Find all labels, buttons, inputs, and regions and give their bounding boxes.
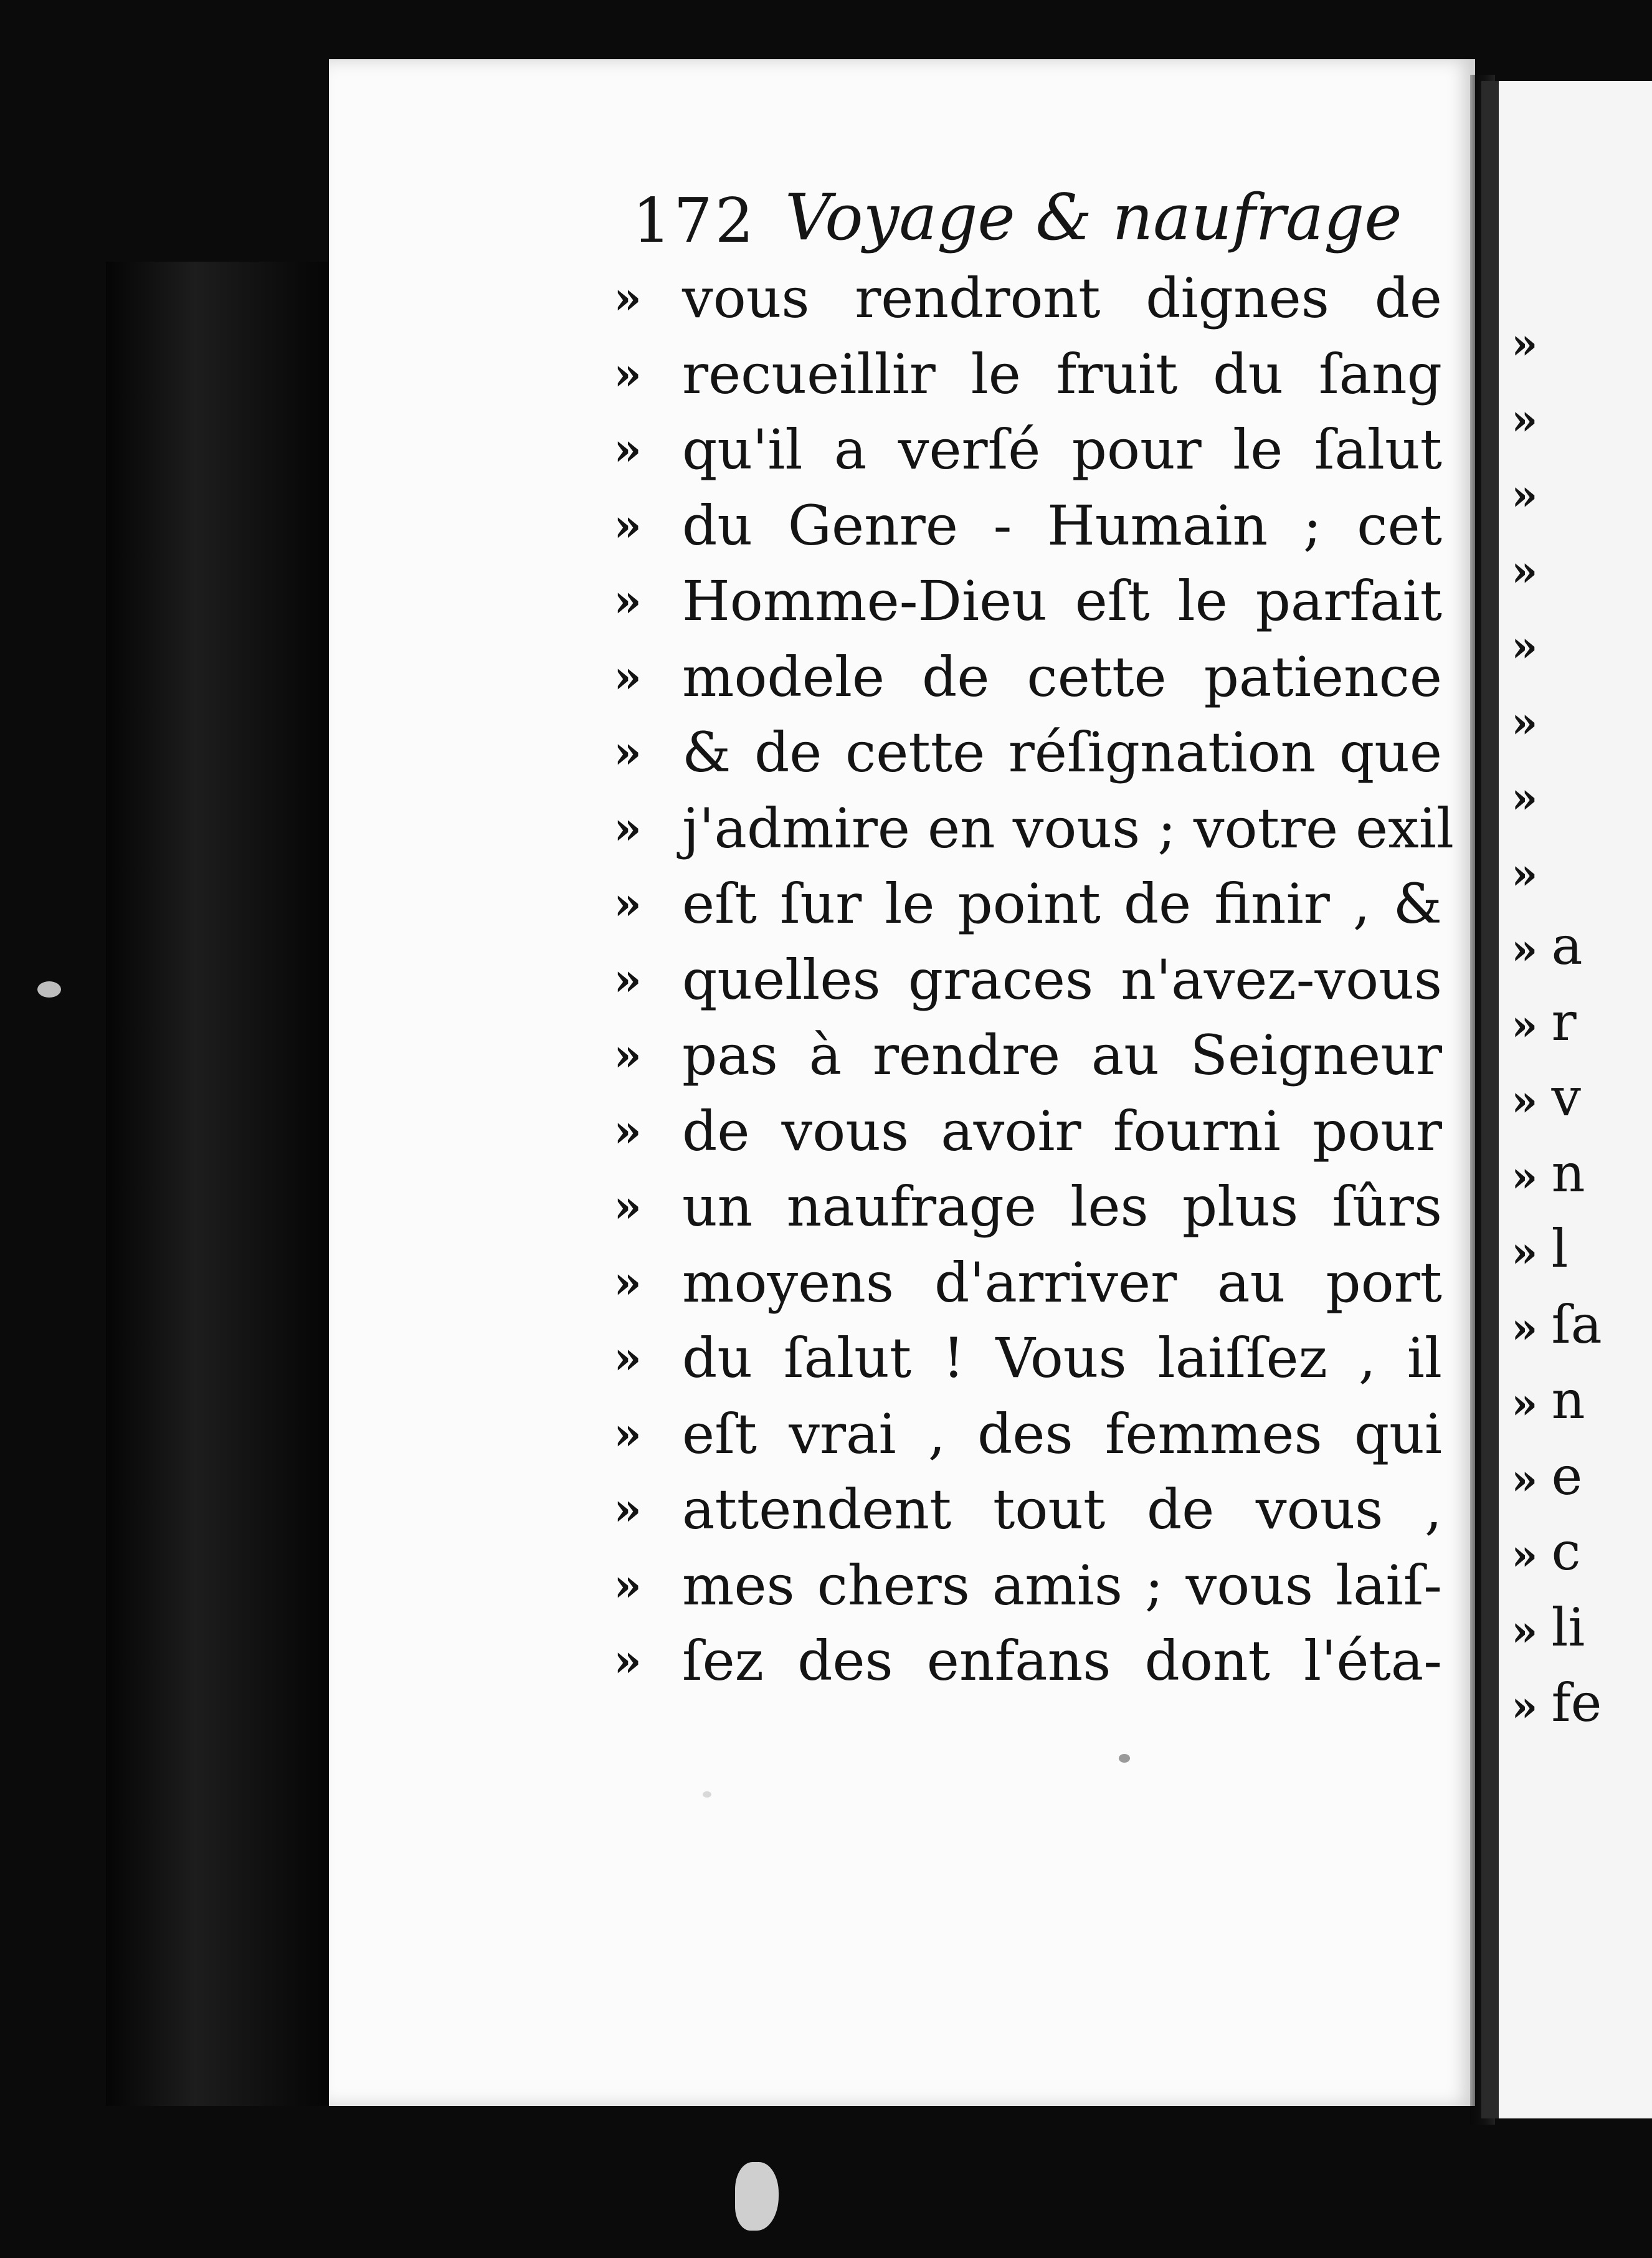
text-line bbox=[614, 343, 1448, 419]
quote-mark: » bbox=[614, 1028, 642, 1081]
line-text: du ſalut ! Vous laiſſez , il bbox=[682, 1326, 1442, 1390]
quote-mark: » bbox=[614, 1406, 642, 1460]
quote-mark: » bbox=[1511, 1000, 1538, 1050]
quote-mark: » bbox=[1511, 1227, 1538, 1277]
paper-speck bbox=[37, 981, 61, 998]
line-text: recueillir le fruit du ſang bbox=[682, 341, 1442, 406]
quote-mark: » bbox=[614, 801, 642, 854]
quote-mark: » bbox=[614, 1255, 642, 1308]
facing-line-text: e bbox=[1551, 1445, 1583, 1507]
facing-line bbox=[1511, 1143, 1652, 1219]
facing-line bbox=[1511, 992, 1652, 1068]
text-line bbox=[614, 1251, 1448, 1327]
facing-line bbox=[1511, 1370, 1652, 1446]
quote-mark: » bbox=[1511, 1379, 1538, 1429]
line-text: attendent tout de vous , bbox=[682, 1477, 1442, 1541]
quote-mark: » bbox=[1511, 1151, 1538, 1202]
text-line bbox=[614, 796, 1455, 873]
facing-line-text: ſa bbox=[1551, 1293, 1602, 1355]
line-text: pas à rendre au Seigneur bbox=[682, 1023, 1442, 1087]
text-line bbox=[614, 645, 1448, 722]
quote-mark: » bbox=[1511, 1303, 1538, 1353]
facing-line bbox=[1511, 1219, 1652, 1295]
quote-mark: » bbox=[1511, 1454, 1538, 1505]
facing-line-text: r bbox=[1551, 991, 1577, 1052]
facing-line-text: c bbox=[1551, 1521, 1581, 1582]
quote-mark: » bbox=[614, 498, 642, 551]
text-line bbox=[614, 948, 1448, 1024]
line-text: ſez des enfans dont l'éta- bbox=[682, 1629, 1442, 1693]
facing-line-text: l bbox=[1551, 1218, 1569, 1279]
facing-line bbox=[1511, 689, 1652, 765]
quote-mark: » bbox=[614, 271, 642, 324]
facing-line bbox=[1511, 386, 1652, 462]
text-line bbox=[614, 1100, 1448, 1176]
quote-mark: » bbox=[1511, 1606, 1538, 1656]
quote-mark: » bbox=[614, 1331, 642, 1384]
line-text: du Genre - Humain ; cet bbox=[682, 493, 1442, 558]
quote-mark: » bbox=[614, 649, 642, 703]
paper-speck bbox=[703, 1791, 711, 1798]
facing-line-text: li bbox=[1551, 1596, 1585, 1658]
quote-mark: » bbox=[614, 1482, 642, 1535]
text-line bbox=[614, 418, 1448, 494]
right-page bbox=[1481, 81, 1652, 2118]
quote-mark: » bbox=[614, 877, 642, 930]
line-text: quelles graces n'avez-vous bbox=[682, 947, 1442, 1012]
paper-speck bbox=[1119, 1754, 1130, 1763]
quote-mark: » bbox=[1511, 622, 1538, 672]
line-text: modele de cette patience bbox=[682, 644, 1442, 709]
body-text bbox=[614, 266, 1455, 1705]
quote-mark: » bbox=[1511, 1076, 1538, 1126]
quote-mark: » bbox=[1511, 394, 1538, 445]
quote-mark: » bbox=[1511, 319, 1538, 369]
facing-line bbox=[1511, 538, 1652, 614]
text-line bbox=[614, 721, 1448, 797]
facing-page-margin-text bbox=[1511, 310, 1652, 1749]
running-head bbox=[632, 174, 1402, 268]
quote-mark: » bbox=[1511, 1530, 1538, 1580]
text-line bbox=[614, 1629, 1448, 1705]
quote-mark: » bbox=[1511, 849, 1538, 899]
text-line bbox=[614, 872, 1448, 948]
facing-line bbox=[1511, 1598, 1652, 1674]
page-number: 172 bbox=[632, 186, 757, 257]
text-line bbox=[614, 1024, 1448, 1100]
line-text: qu'il a verſé pour le ſalut bbox=[682, 417, 1442, 482]
line-text: eſt ſur le point de finir , & bbox=[682, 872, 1442, 936]
facing-line bbox=[1511, 1295, 1652, 1371]
text-line bbox=[614, 1327, 1448, 1403]
facing-line bbox=[1511, 1067, 1652, 1143]
line-text: mes chers amis ; vous laiſ- bbox=[682, 1553, 1442, 1617]
quote-mark: » bbox=[614, 725, 642, 778]
quote-mark: » bbox=[614, 422, 642, 475]
line-text: eſt vrai , des femmes qui bbox=[682, 1401, 1442, 1466]
quote-mark: » bbox=[614, 574, 642, 627]
facing-line bbox=[1511, 1673, 1652, 1749]
facing-line-text: v bbox=[1551, 1067, 1581, 1128]
facing-line bbox=[1511, 765, 1652, 841]
text-line bbox=[614, 494, 1448, 570]
quote-mark: » bbox=[1511, 773, 1538, 823]
text-line bbox=[614, 569, 1448, 645]
facing-line bbox=[1511, 613, 1652, 689]
quote-mark: » bbox=[1511, 470, 1538, 520]
text-line bbox=[614, 1554, 1448, 1630]
quote-mark: » bbox=[614, 1634, 642, 1687]
running-title: Voyage & naufrage bbox=[785, 181, 1402, 255]
text-line bbox=[614, 267, 1448, 343]
quote-mark: » bbox=[614, 952, 642, 1006]
facing-line bbox=[1511, 916, 1652, 992]
quote-mark: » bbox=[1511, 697, 1538, 748]
line-text: j'admire en vous ; votre exil bbox=[682, 796, 1455, 860]
line-text: de vous avoir fourni pour bbox=[682, 1098, 1442, 1163]
quote-mark: » bbox=[614, 346, 642, 400]
facing-line bbox=[1511, 1522, 1652, 1598]
facing-line-text: n bbox=[1551, 1142, 1585, 1204]
facing-line-text: a bbox=[1551, 915, 1583, 976]
text-line bbox=[614, 1478, 1448, 1554]
line-text: & de cette réſignation que bbox=[682, 720, 1442, 784]
quote-mark: » bbox=[1511, 925, 1538, 974]
facing-line bbox=[1511, 841, 1652, 917]
quote-mark: » bbox=[614, 1179, 642, 1232]
quote-mark: » bbox=[614, 1103, 642, 1157]
quote-mark: » bbox=[1511, 546, 1538, 596]
line-text: Homme-Dieu eſt le parfait bbox=[682, 569, 1442, 633]
text-line bbox=[614, 1175, 1448, 1251]
facing-line-text: n bbox=[1551, 1370, 1585, 1431]
paper-speck bbox=[735, 2162, 779, 2231]
quote-mark: » bbox=[1511, 1682, 1538, 1732]
line-text: vous rendront dignes de bbox=[682, 266, 1442, 330]
text-line bbox=[614, 1403, 1448, 1479]
facing-line bbox=[1511, 1446, 1652, 1522]
book-binding-edge bbox=[106, 262, 330, 2106]
line-text: moyens d'arriver au port bbox=[682, 1250, 1442, 1315]
line-text: un naufrage les plus ſûrs bbox=[682, 1174, 1442, 1239]
facing-line bbox=[1511, 462, 1652, 538]
quote-mark: » bbox=[614, 1558, 642, 1611]
facing-line bbox=[1511, 310, 1652, 386]
facing-line-text: fe bbox=[1551, 1672, 1602, 1733]
